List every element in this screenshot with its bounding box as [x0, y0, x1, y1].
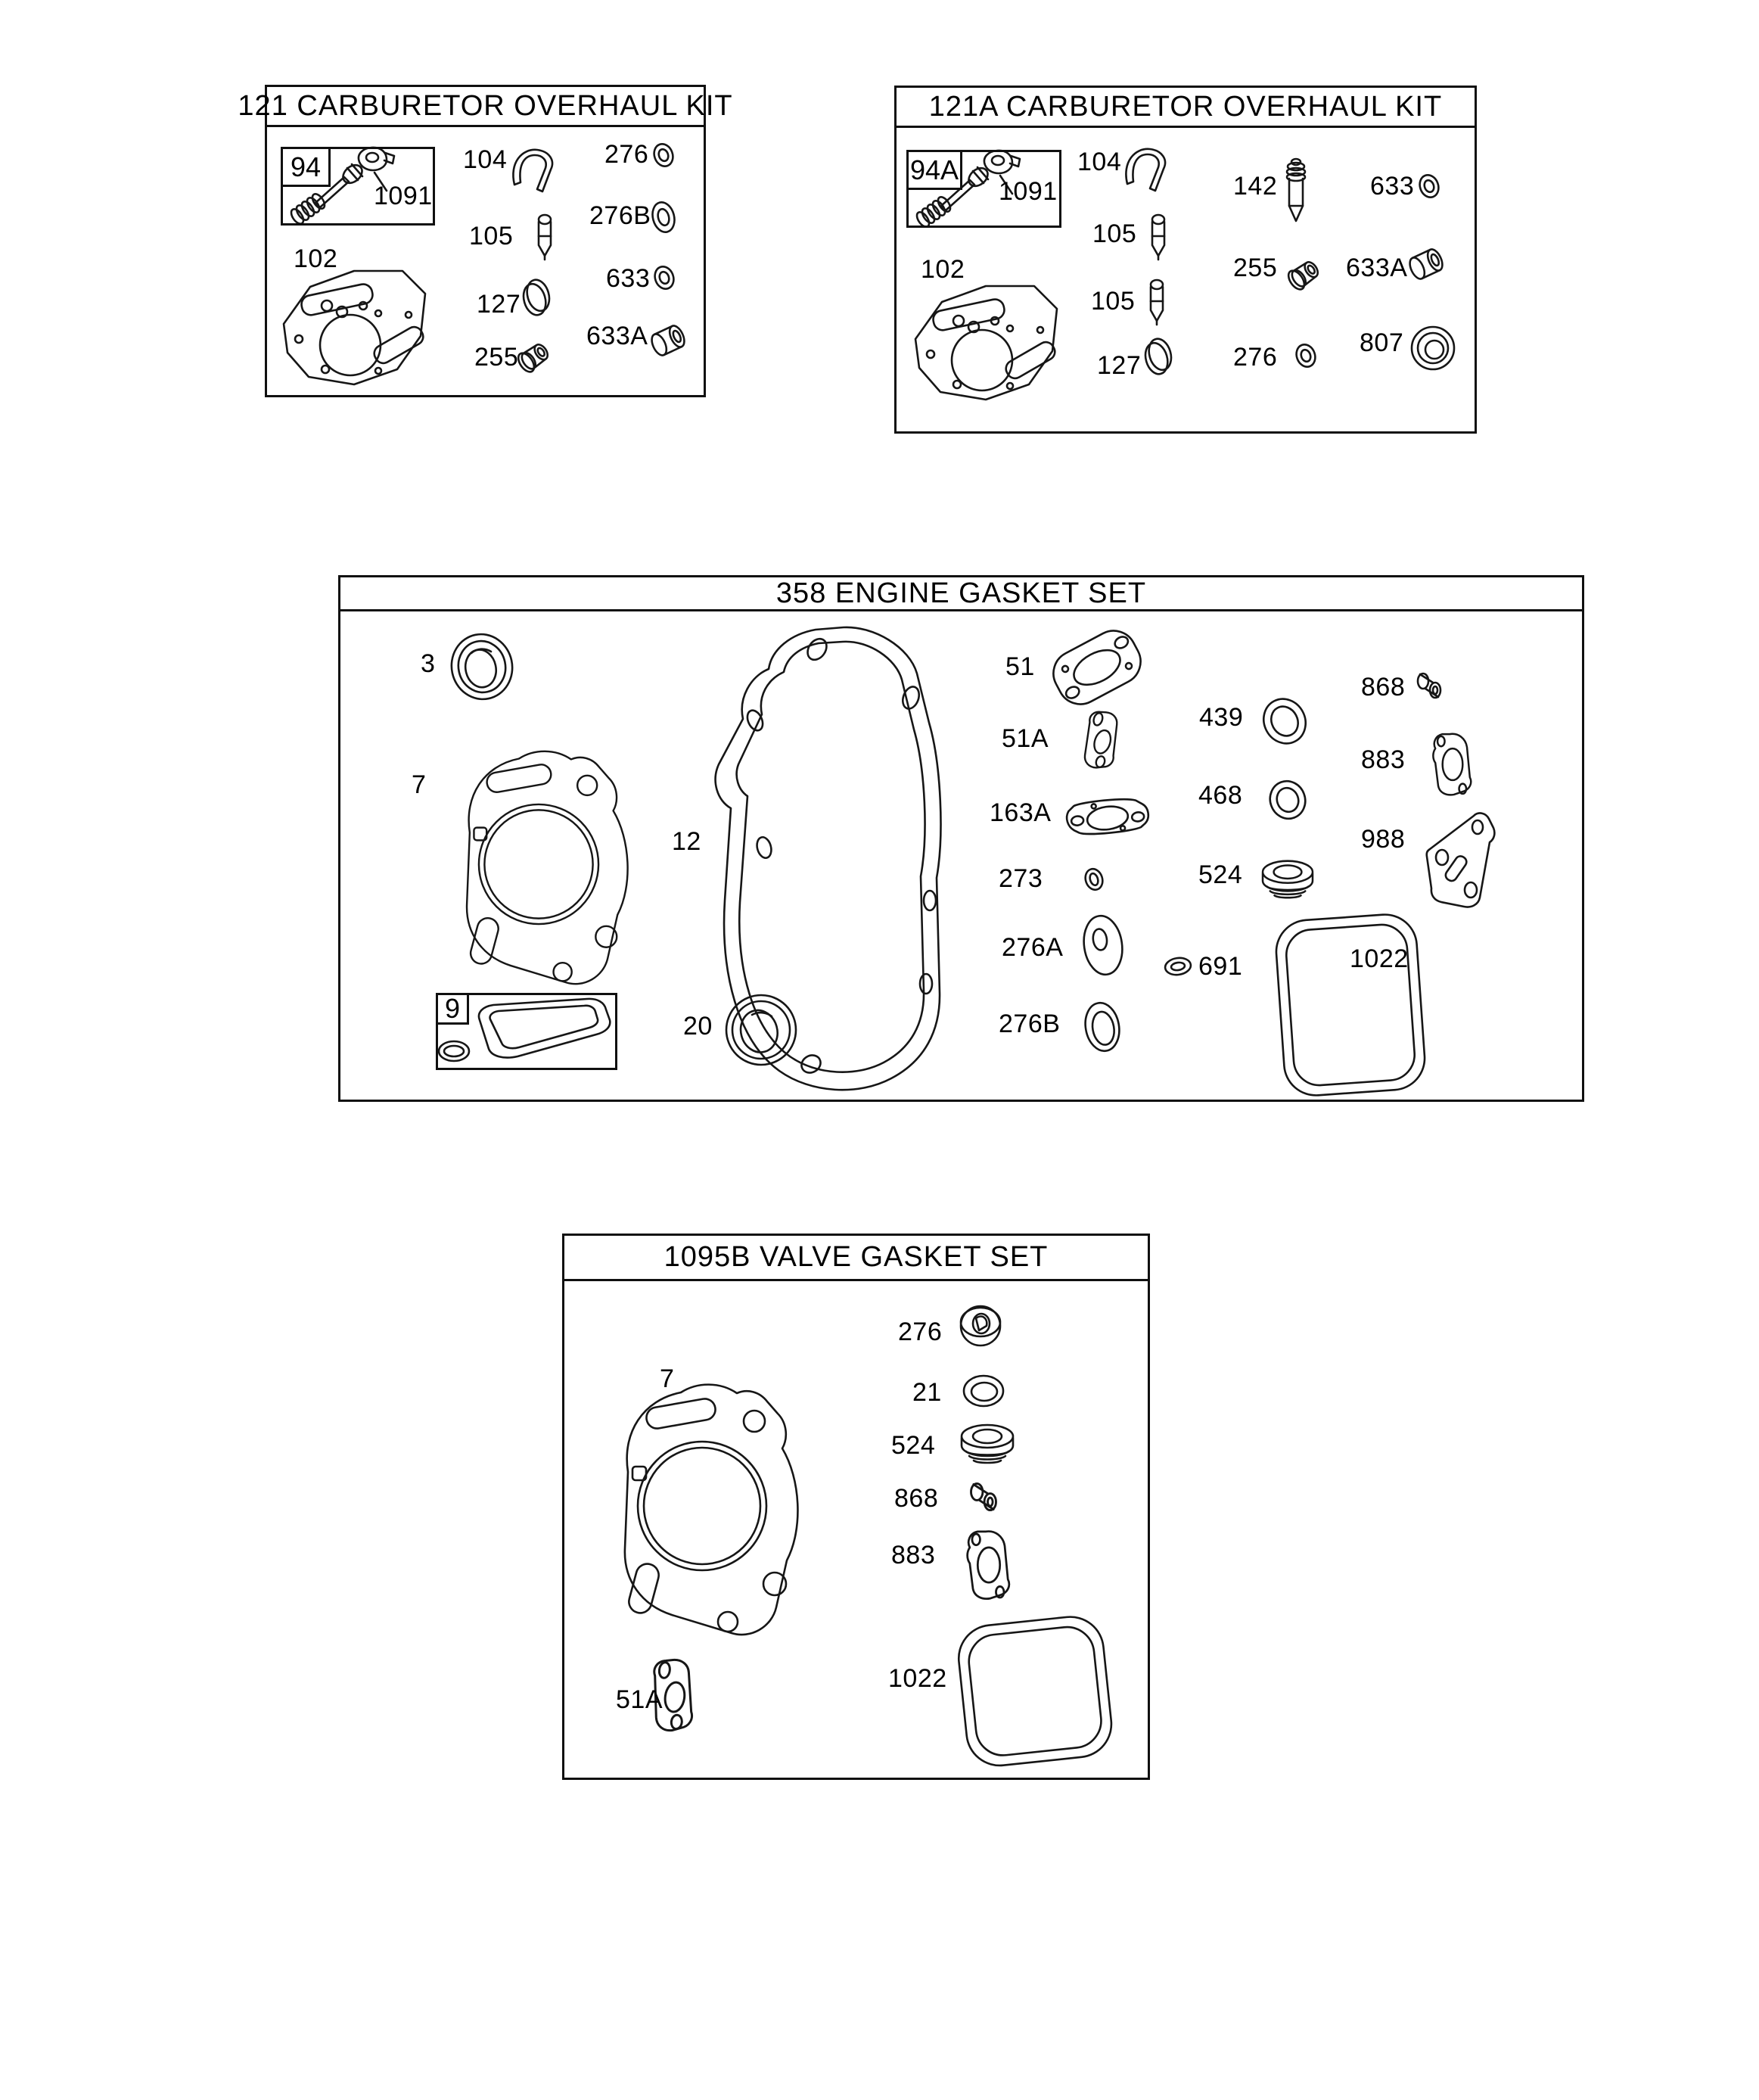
part-label-633: 633: [606, 264, 651, 293]
part-label-1022: 1022: [1350, 944, 1409, 973]
part-label-255: 255: [474, 343, 519, 372]
part-label-439: 439: [1199, 703, 1244, 732]
part-label-273: 273: [999, 864, 1043, 893]
box-kit-121-title: 121 CARBURETOR OVERHAUL KIT: [267, 87, 704, 127]
part-label-276b: 276B: [589, 201, 651, 230]
part-label-1091: 1091: [374, 182, 433, 210]
part-label-633b: 633: [1370, 172, 1415, 201]
part-label-104: 104: [463, 145, 508, 174]
part-label-7-valve: 7: [660, 1364, 675, 1393]
box-gasket-set-358-title: 358 ENGINE GASKET SET: [340, 577, 1582, 611]
part-label-276: 276: [604, 140, 649, 169]
part-label-21: 21: [912, 1378, 942, 1407]
part-label-883-valve: 883: [891, 1541, 936, 1570]
part-label-105a: 105: [1092, 219, 1137, 248]
part-label-105: 105: [469, 222, 514, 250]
part-label-691: 691: [1198, 952, 1243, 981]
part-label-276a-kit: 276: [1233, 343, 1278, 372]
part-label-868: 868: [1361, 673, 1406, 702]
part-label-524-valve: 524: [891, 1431, 936, 1460]
part-label-20: 20: [683, 1012, 713, 1041]
part-label-102a: 102: [921, 255, 965, 284]
part-label-868-valve: 868: [894, 1484, 939, 1513]
part-label-988: 988: [1361, 825, 1406, 854]
part-label-105b: 105: [1091, 287, 1136, 316]
part-label-1022-valve: 1022: [888, 1664, 947, 1693]
part-label-7: 7: [412, 770, 427, 799]
part-label-3: 3: [421, 649, 436, 678]
subbox-9-tag: 9: [436, 993, 469, 1025]
part-label-276a-set: 276A: [1002, 933, 1064, 962]
part-label-633ab: 633A: [1346, 254, 1408, 282]
part-label-1091a: 1091: [999, 177, 1058, 206]
part-label-102: 102: [294, 244, 338, 273]
subbox-94a-tag: 94A: [906, 150, 962, 190]
part-label-51: 51: [1005, 652, 1035, 681]
part-label-633a: 633A: [586, 322, 648, 350]
box-valve-gasket-1095b-title: 1095B VALVE GASKET SET: [564, 1236, 1148, 1281]
subbox-94-tag: 94: [281, 147, 331, 187]
part-label-883: 883: [1361, 745, 1406, 774]
part-label-12: 12: [672, 827, 701, 856]
box-kit-121a-title: 121A CARBURETOR OVERHAUL KIT: [897, 88, 1475, 128]
part-label-51a-valve: 51A: [616, 1685, 663, 1714]
part-label-104a: 104: [1077, 148, 1122, 176]
part-label-142: 142: [1233, 172, 1278, 201]
part-label-127a: 127: [1097, 351, 1142, 380]
part-label-807: 807: [1360, 328, 1404, 357]
part-label-524: 524: [1198, 860, 1243, 889]
part-label-163a: 163A: [990, 798, 1052, 827]
subbox-9: [436, 993, 617, 1070]
part-label-127: 127: [477, 290, 521, 319]
part-label-255a: 255: [1233, 254, 1278, 282]
part-label-51a: 51A: [1002, 724, 1049, 753]
part-label-276b-set: 276B: [999, 1010, 1061, 1038]
part-label-468: 468: [1198, 781, 1243, 810]
part-label-276-valve: 276: [898, 1318, 943, 1346]
